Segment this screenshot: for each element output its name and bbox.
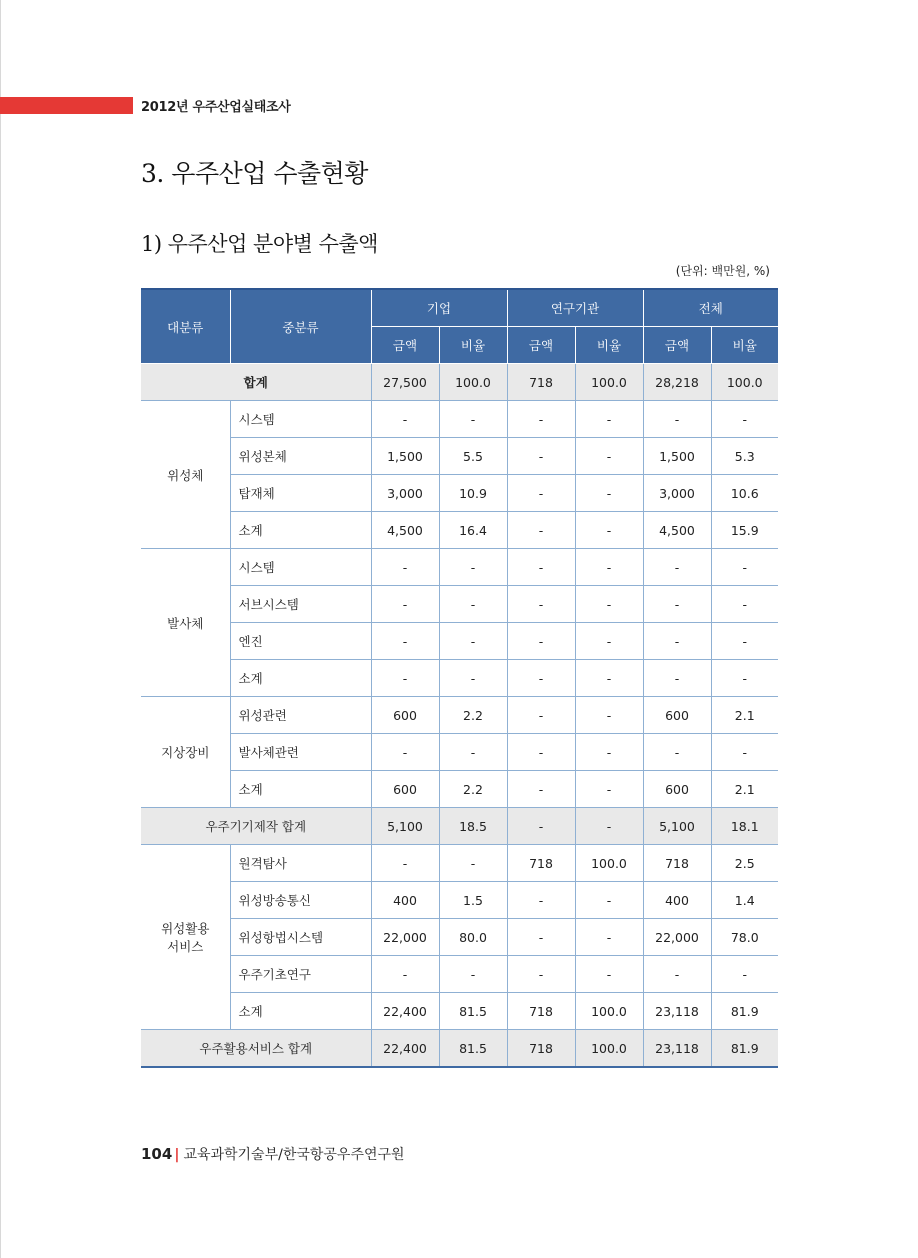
cell: 718 bbox=[507, 845, 575, 882]
cell: - bbox=[507, 808, 575, 845]
cell: - bbox=[371, 586, 439, 623]
cell: 22,000 bbox=[643, 919, 711, 956]
cell: 600 bbox=[643, 697, 711, 734]
cell: - bbox=[371, 734, 439, 771]
row-label: 엔진 bbox=[230, 623, 371, 660]
cell: 23,118 bbox=[643, 1030, 711, 1068]
cell: - bbox=[575, 660, 643, 697]
header-amount: 금액 bbox=[643, 327, 711, 364]
cell: - bbox=[575, 512, 643, 549]
group-label: 위성체 bbox=[141, 401, 230, 549]
cell: 81.5 bbox=[439, 993, 507, 1030]
row-label: 소계 bbox=[230, 512, 371, 549]
cell: - bbox=[711, 660, 778, 697]
cell: - bbox=[507, 586, 575, 623]
unit-note: (단위: 백만원, %) bbox=[675, 264, 770, 278]
cell: - bbox=[439, 660, 507, 697]
row-label: 위성본체 bbox=[230, 438, 371, 475]
cell: - bbox=[575, 438, 643, 475]
row-label: 탑재체 bbox=[230, 475, 371, 512]
cell: 22,400 bbox=[371, 993, 439, 1030]
group-label bbox=[141, 845, 230, 1030]
cell: 80.0 bbox=[439, 919, 507, 956]
cell: - bbox=[575, 919, 643, 956]
cell: - bbox=[507, 660, 575, 697]
row-label: 시스템 bbox=[230, 549, 371, 586]
cell: - bbox=[643, 660, 711, 697]
cell: - bbox=[439, 956, 507, 993]
cell: - bbox=[507, 438, 575, 475]
header-amount: 금액 bbox=[371, 327, 439, 364]
cell: - bbox=[711, 401, 778, 438]
table-row bbox=[141, 586, 778, 623]
cell: - bbox=[507, 734, 575, 771]
cell: - bbox=[575, 808, 643, 845]
group-label-line: 서비스 bbox=[167, 939, 204, 954]
cell: 5,100 bbox=[643, 808, 711, 845]
page-edge-line bbox=[0, 0, 1, 1258]
cell: 81.9 bbox=[711, 1030, 778, 1068]
cell: - bbox=[507, 512, 575, 549]
row-label: 위성항법시스템 bbox=[230, 919, 371, 956]
cell: 2.1 bbox=[711, 697, 778, 734]
header-accent-bar bbox=[0, 97, 133, 114]
cell: - bbox=[711, 549, 778, 586]
table-row bbox=[141, 919, 778, 956]
cell: 2.5 bbox=[711, 845, 778, 882]
publisher: 교육과학기술부/한국항공우주연구원 bbox=[183, 1147, 405, 1163]
cell: - bbox=[439, 845, 507, 882]
cell: 18.1 bbox=[711, 808, 778, 845]
cell: 718 bbox=[643, 845, 711, 882]
cell: 5.5 bbox=[439, 438, 507, 475]
table-row bbox=[141, 438, 778, 475]
cell: - bbox=[507, 549, 575, 586]
cell: 4,500 bbox=[643, 512, 711, 549]
cell: 5,100 bbox=[371, 808, 439, 845]
cell: - bbox=[371, 623, 439, 660]
table-row bbox=[141, 475, 778, 512]
header-major-category: 대분류 bbox=[141, 289, 230, 364]
row-label: 위성관련 bbox=[230, 697, 371, 734]
row-label: 우주기기제작 합계 bbox=[141, 808, 371, 845]
cell: - bbox=[711, 586, 778, 623]
cell: 600 bbox=[371, 697, 439, 734]
cell: 18.5 bbox=[439, 808, 507, 845]
cell: 4,500 bbox=[371, 512, 439, 549]
cell: 81.9 bbox=[711, 993, 778, 1030]
group-label: 발사체 bbox=[141, 549, 230, 697]
cell: - bbox=[439, 401, 507, 438]
table-row bbox=[141, 660, 778, 697]
header-middle-category: 중분류 bbox=[230, 289, 371, 364]
table-row bbox=[141, 623, 778, 660]
cell: - bbox=[575, 623, 643, 660]
cell: 10.9 bbox=[439, 475, 507, 512]
manufacturing-total-row bbox=[141, 808, 778, 845]
cell: - bbox=[575, 771, 643, 808]
table-row bbox=[141, 993, 778, 1030]
cell: - bbox=[643, 549, 711, 586]
cell: 718 bbox=[507, 1030, 575, 1068]
page-number: 104 bbox=[141, 1145, 173, 1163]
cell: - bbox=[439, 549, 507, 586]
cell: - bbox=[507, 956, 575, 993]
cell: 3,000 bbox=[371, 475, 439, 512]
row-label: 발사체관련 bbox=[230, 734, 371, 771]
cell: 78.0 bbox=[711, 919, 778, 956]
cell: 1,500 bbox=[371, 438, 439, 475]
header-ratio: 비율 bbox=[575, 327, 643, 364]
cell: - bbox=[575, 697, 643, 734]
service-total-row bbox=[141, 1030, 778, 1068]
cell: - bbox=[439, 623, 507, 660]
cell: 3,000 bbox=[643, 475, 711, 512]
cell: 1.4 bbox=[711, 882, 778, 919]
cell: 600 bbox=[643, 771, 711, 808]
cell: - bbox=[711, 734, 778, 771]
cell: - bbox=[507, 475, 575, 512]
cell: 718 bbox=[507, 364, 575, 401]
cell: 27,500 bbox=[371, 364, 439, 401]
table-row bbox=[141, 697, 778, 734]
cell: 100.0 bbox=[575, 993, 643, 1030]
cell: - bbox=[507, 882, 575, 919]
section-title: 3. 우주산업 수출현황 bbox=[141, 159, 368, 188]
cell: - bbox=[575, 956, 643, 993]
cell: - bbox=[439, 586, 507, 623]
cell: - bbox=[371, 845, 439, 882]
table-row bbox=[141, 734, 778, 771]
cell: - bbox=[575, 586, 643, 623]
cell: - bbox=[643, 956, 711, 993]
cell: - bbox=[643, 734, 711, 771]
cell: 81.5 bbox=[439, 1030, 507, 1068]
cell: 28,218 bbox=[643, 364, 711, 401]
cell: - bbox=[439, 734, 507, 771]
header-ratio: 비율 bbox=[439, 327, 507, 364]
row-label: 소계 bbox=[230, 771, 371, 808]
running-header: 2012년 우주산업실태조사 bbox=[141, 100, 291, 115]
header-amount: 금액 bbox=[507, 327, 575, 364]
cell: - bbox=[507, 771, 575, 808]
cell: 100.0 bbox=[575, 845, 643, 882]
cell: - bbox=[507, 623, 575, 660]
subsection-title: 1) 우주산업 분야별 수출액 bbox=[141, 232, 378, 256]
cell: 400 bbox=[371, 882, 439, 919]
cell: 1,500 bbox=[643, 438, 711, 475]
cell: 100.0 bbox=[575, 364, 643, 401]
cell: - bbox=[507, 697, 575, 734]
cell: 2.1 bbox=[711, 771, 778, 808]
cell: 23,118 bbox=[643, 993, 711, 1030]
cell: - bbox=[507, 401, 575, 438]
row-label: 우주기초연구 bbox=[230, 956, 371, 993]
table-row bbox=[141, 549, 778, 586]
group-label-line: 위성활용 bbox=[161, 921, 210, 936]
header-group-institute: 연구기관 bbox=[507, 289, 643, 327]
header-group-company: 기업 bbox=[371, 289, 507, 327]
table-row bbox=[141, 401, 778, 438]
group-label: 지상장비 bbox=[141, 697, 230, 808]
header-group-total: 전체 bbox=[643, 289, 778, 327]
footer-separator: | bbox=[174, 1147, 180, 1163]
cell: - bbox=[371, 549, 439, 586]
cell: - bbox=[711, 623, 778, 660]
cell: - bbox=[575, 882, 643, 919]
table-row bbox=[141, 956, 778, 993]
table-row bbox=[141, 845, 778, 882]
cell: - bbox=[575, 475, 643, 512]
export-table bbox=[141, 288, 778, 1068]
cell: 22,000 bbox=[371, 919, 439, 956]
cell: 718 bbox=[507, 993, 575, 1030]
row-label: 원격탐사 bbox=[230, 845, 371, 882]
cell: 600 bbox=[371, 771, 439, 808]
cell: 2.2 bbox=[439, 697, 507, 734]
cell: - bbox=[507, 919, 575, 956]
cell: 15.9 bbox=[711, 512, 778, 549]
row-label: 소계 bbox=[230, 993, 371, 1030]
cell: 100.0 bbox=[439, 364, 507, 401]
table-row bbox=[141, 512, 778, 549]
table-row bbox=[141, 882, 778, 919]
cell: 100.0 bbox=[711, 364, 778, 401]
row-label: 위성방송통신 bbox=[230, 882, 371, 919]
cell: - bbox=[643, 623, 711, 660]
table-row bbox=[141, 771, 778, 808]
cell: - bbox=[643, 586, 711, 623]
cell: - bbox=[575, 734, 643, 771]
cell: 400 bbox=[643, 882, 711, 919]
cell: 2.2 bbox=[439, 771, 507, 808]
row-label: 합계 bbox=[141, 364, 371, 401]
header-ratio: 비율 bbox=[711, 327, 778, 364]
cell: - bbox=[711, 956, 778, 993]
cell: - bbox=[371, 401, 439, 438]
cell: - bbox=[575, 401, 643, 438]
row-label: 서브시스템 bbox=[230, 586, 371, 623]
cell: 5.3 bbox=[711, 438, 778, 475]
cell: - bbox=[371, 660, 439, 697]
page-footer bbox=[141, 1144, 405, 1164]
row-label: 시스템 bbox=[230, 401, 371, 438]
row-label: 우주활용서비스 합계 bbox=[141, 1030, 371, 1068]
grand-total-row bbox=[141, 364, 778, 401]
cell: - bbox=[575, 549, 643, 586]
cell: 1.5 bbox=[439, 882, 507, 919]
cell: - bbox=[643, 401, 711, 438]
row-label: 소계 bbox=[230, 660, 371, 697]
cell: 22,400 bbox=[371, 1030, 439, 1068]
cell: 100.0 bbox=[575, 1030, 643, 1068]
cell: 16.4 bbox=[439, 512, 507, 549]
cell: 10.6 bbox=[711, 475, 778, 512]
cell: - bbox=[371, 956, 439, 993]
